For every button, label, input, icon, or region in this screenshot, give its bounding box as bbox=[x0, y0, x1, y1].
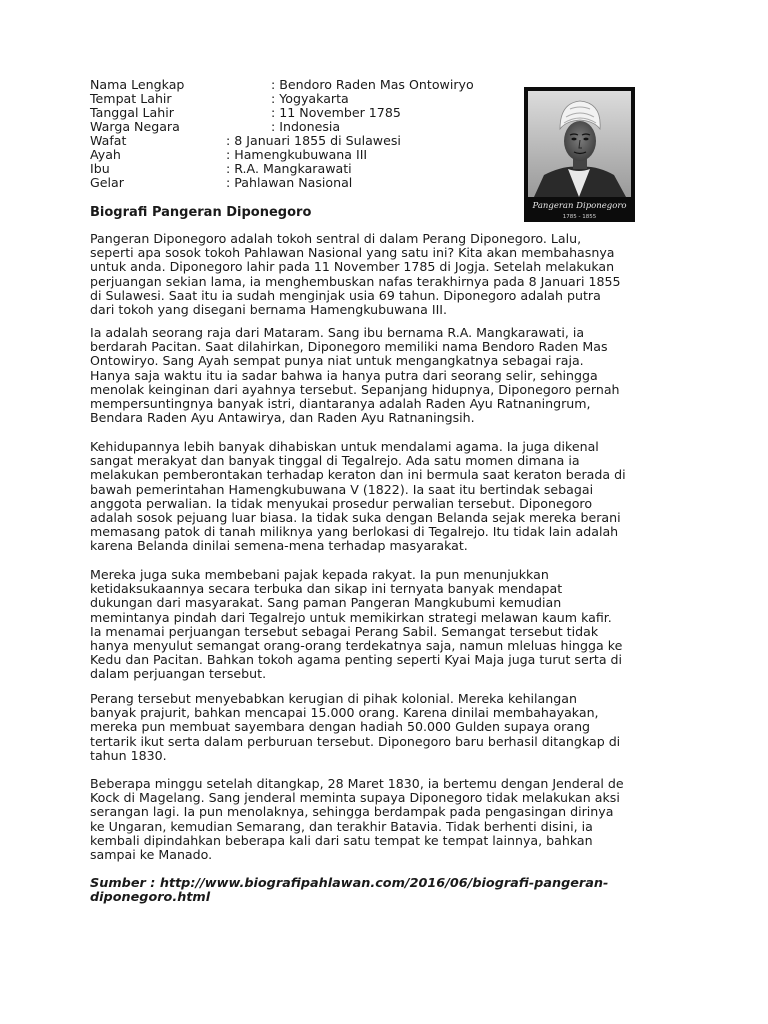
text-line: untuk anda. Diponegoro lahir pada 11 November 1785 di Jogja. Setelah melakukan bbox=[90, 259, 615, 275]
text-line: hanya menyulut semangat orang-orang terdekatnya saja, namun mleluas hingga ke bbox=[90, 637, 623, 653]
text-line: sampai ke Manado. bbox=[90, 846, 213, 862]
text-line: mereka pun membuat sayembara dengan hadiah 50.000 Gulden supaya orang bbox=[90, 719, 591, 735]
text-line: anggota perwalian. Ia tidak menyukai prosedur perwalian tersebut. Diponegoro bbox=[90, 495, 593, 511]
text-line: tertarik ikut serta dalam perburuan tersebut. Diponegoro baru berhasil ditangkap di bbox=[90, 733, 621, 749]
section-heading: Biografi Pangeran Diponegoro bbox=[90, 205, 312, 220]
info-label: Warga Negara bbox=[90, 119, 180, 134]
info-label: Tanggal Lahir bbox=[90, 105, 174, 120]
text-line: Ia menamai perjuangan tersebut sebagai Perang Sabil. Semangat tersebut tidak bbox=[90, 623, 599, 639]
text-line: Bendara Raden Ayu Antawirya, dan Raden Ayu Ratnaningsih. bbox=[90, 410, 475, 426]
text-line: berdarah Pacitan. Saat dilahirkan, Diponegoro memiliki nama Bendoro Raden Mas bbox=[90, 339, 608, 355]
text-line: karena Belanda dinilai semena-mena terhadap masyarakat. bbox=[90, 538, 468, 554]
info-value: : Hamengkubuwana III bbox=[226, 147, 368, 162]
paragraph-1 bbox=[90, 232, 690, 317]
text-line: Perang tersebut menyebabkan kerugian di pihak kolonial. Mereka kehilangan bbox=[90, 691, 577, 706]
source-citation bbox=[90, 877, 608, 906]
text-line: Ia adalah seorang raja dari Mataram. Sang ibu bernama R.A. Mangkarawati, ia bbox=[90, 325, 585, 340]
text-line: mempersuntingnya banyak istri, diantaranya adalah Raden Ayu Ratnaningrum, bbox=[90, 395, 591, 411]
info-label: Ibu bbox=[90, 161, 110, 176]
info-value: : Bendoro Raden Mas Ontowiryo bbox=[271, 77, 474, 92]
paragraph-6 bbox=[90, 777, 690, 862]
text-line: ketidaksukaannya secara terbuka dan sikap ini ternyata banyak mendapat bbox=[90, 581, 563, 597]
portrait-caption: Pangeran Diponegoro bbox=[532, 201, 627, 211]
text-line: Mereka juga suka membebani pajak kepada rakyat. Ia pun menunjukkan bbox=[90, 567, 549, 582]
portrait-years: 1785 - 1855 bbox=[562, 214, 597, 220]
text-line: Hanya saja waktu itu ia sadar bahwa ia hanya putra dari seorang selir, sehingga bbox=[90, 367, 598, 383]
text-line: dalam perjuangan tersebut. bbox=[90, 666, 267, 682]
portrait-eye-left bbox=[571, 138, 576, 141]
text-line: tahun 1830. bbox=[90, 747, 167, 763]
info-label: Wafat bbox=[90, 133, 127, 148]
portrait-image bbox=[524, 87, 635, 222]
text-line: seperti apa sosok tokoh Pahlawan Nasional yang satu ini? Kita akan membahasnya bbox=[90, 245, 615, 261]
text-line: Ontowiryo. Sang Ayah sempat punya niat untuk mengangkatnya sebagai raja. bbox=[90, 353, 584, 369]
text-line: memasang patok di tanah miliknya yang berlokasi di Tegalrejo. Itu tidak lain adalah bbox=[90, 524, 619, 540]
text-line: adalah sosok pejuang luar biasa. Ia tidak suka dengan Belanda sejak mereka berani bbox=[90, 509, 621, 525]
source-line: Sumber : http://www.biografipahlawan.com/2016/06/biografi-pangeran- bbox=[90, 876, 609, 891]
paragraph-3 bbox=[90, 440, 690, 554]
text-line: banyak prajurit, bahkan mencapai 15.000 orang. Karena dinilai membahayakan, bbox=[90, 705, 599, 721]
text-line: ke Ungaran, kemudian Semarang, dan terakhir Batavia. Tidak berhenti disini, ia bbox=[90, 818, 593, 834]
paragraph-4 bbox=[90, 568, 690, 682]
text-line: dukungan dari masyarakat. Sang paman Pangeran Mangkubumi kemudian bbox=[90, 595, 562, 611]
text-line: Kedu dan Pacitan. Bahkan tokoh agama penting seperti Kyai Maja juga turut serta di bbox=[90, 652, 623, 668]
text-line: di Sulawesi. Saat itu ia sudah menginjak usia 69 tahun. Diponegoro adalah putra bbox=[90, 287, 601, 303]
info-label: Nama Lengkap bbox=[90, 77, 185, 92]
paragraph-2 bbox=[90, 326, 690, 425]
text-line: memintanya pindah dari Tegalrejo untuk memikirkan strategi melawan kaum kafir. bbox=[90, 609, 612, 625]
text-line: melakukan pemberontakan terhadap keraton dan ini bermula saat keraton berada di bbox=[90, 467, 626, 483]
profile-info bbox=[90, 78, 510, 194]
text-line: Kehidupannya lebih banyak dihabiskan untuk mendalami agama. Ia juga dikenal bbox=[90, 439, 599, 454]
text-line: sangat merakyat dan banyak tinggal di Tegalrejo. Ada satu momen dimana ia bbox=[90, 453, 580, 469]
portrait-drawing bbox=[524, 87, 635, 222]
info-value: : Pahlawan Nasional bbox=[226, 175, 353, 190]
info-label: Gelar bbox=[90, 175, 124, 190]
text-line: dari tokoh yang disegani bernama Hamengkubuwana III. bbox=[90, 301, 448, 317]
text-line: Pangeran Diponegoro adalah tokoh sentral di dalam Perang Diponegoro. Lalu, bbox=[90, 231, 582, 246]
info-value: : 8 Januari 1855 di Sulawesi bbox=[226, 133, 401, 148]
text-line: Beberapa minggu setelah ditangkap, 28 Maret 1830, ia bertemu dengan Jenderal de bbox=[90, 776, 624, 791]
text-line: Kock di Magelang. Sang jenderal meminta supaya Diponegoro tidak melakukan aksi bbox=[90, 790, 620, 806]
text-line: menolak keinginan dari ayahnya tersebut. Sepanjang hidupnya, Diponegoro pernah bbox=[90, 381, 620, 397]
portrait-eye-right bbox=[583, 138, 588, 141]
info-value: : Indonesia bbox=[271, 119, 341, 134]
info-value: : Yogyakarta bbox=[271, 91, 349, 106]
info-label: Ayah bbox=[90, 147, 121, 162]
text-line: kembali dipindahkan beberapa kali dari satu tempat ke tempat lainnya, bahkan bbox=[90, 832, 593, 848]
info-value: : 11 November 1785 bbox=[271, 105, 401, 120]
info-value: : R.A. Mangkarawati bbox=[226, 161, 352, 176]
source-line: diponegoro.html bbox=[90, 890, 211, 906]
paragraph-5 bbox=[90, 692, 690, 763]
text-line: bawah pemerintahan Hamengkubuwana V (1822). Ia saat itu bertindak sebagai bbox=[90, 481, 594, 497]
info-label: Tempat Lahir bbox=[90, 91, 172, 106]
text-line: perjuangan sekian lama, ia menghembuskan nafas terakhirnya pada 8 Januari 1855 bbox=[90, 273, 621, 289]
text-line: serangan lagi. Ia pun menolaknya, sehingga berdampak pada pengasingan dirinya bbox=[90, 804, 614, 820]
